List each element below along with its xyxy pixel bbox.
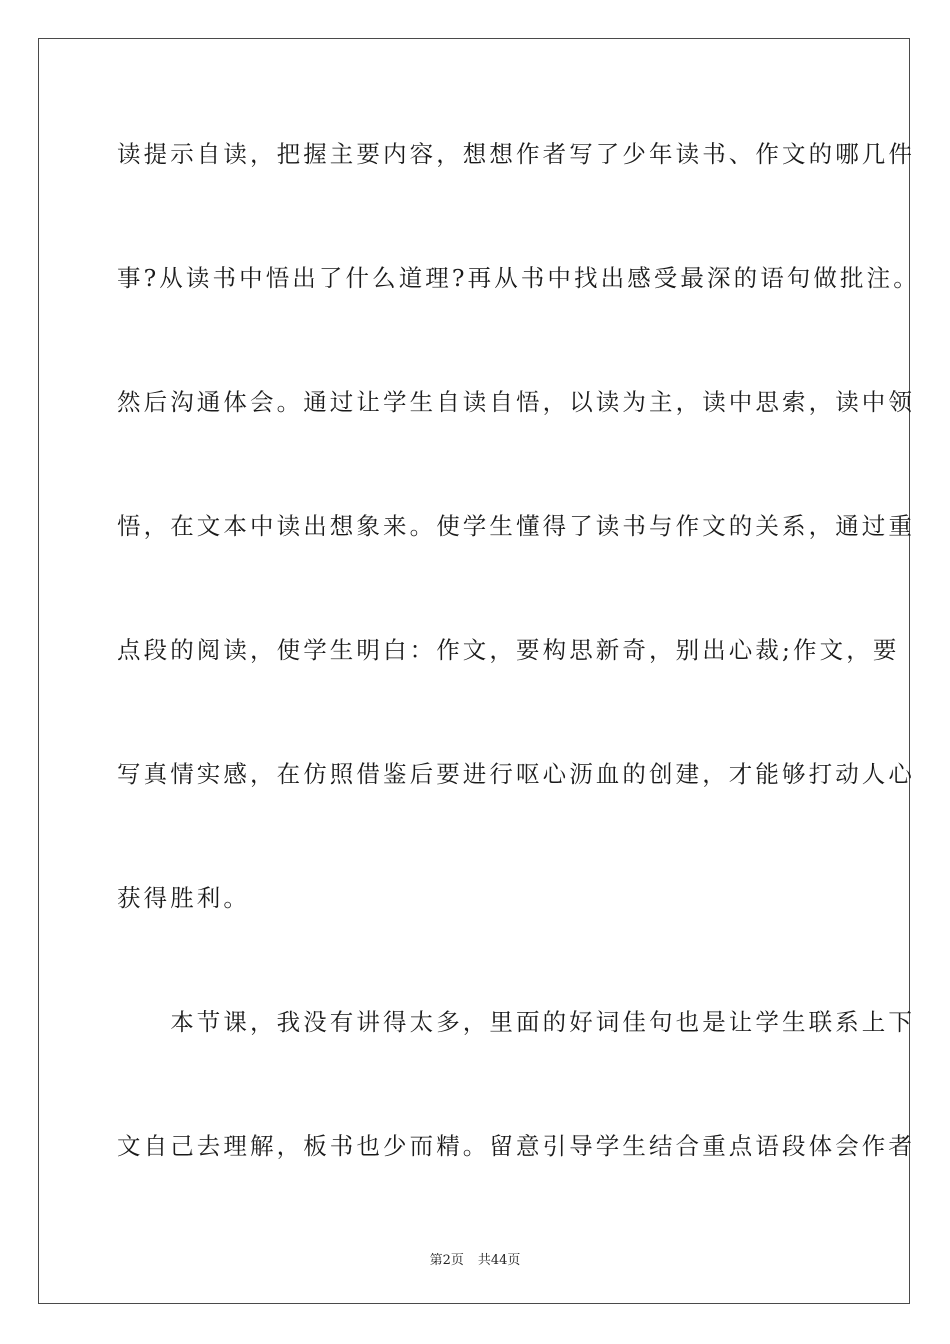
text-line-2: 事?从读书中悟出了什么道理?再从书中找出感受最深的语句做批注。 bbox=[117, 264, 920, 292]
text-line-1: 读提示自读，把握主要内容，想想作者写了少年读书、作文的哪几件 bbox=[117, 140, 915, 168]
text-line-5: 点段的阅读，使学生明白：作文，要构思新奇，别出心裁;作文，要 bbox=[117, 636, 900, 664]
text-line-7: 获得胜利。 bbox=[117, 884, 250, 912]
current-page-label: 第2页 bbox=[429, 1253, 464, 1268]
text-line-9: 文自己去理解，板书也少而精。留意引导学生结合重点语段体会作者 bbox=[117, 1132, 915, 1160]
page-footer bbox=[0, 1249, 950, 1268]
text-line-3: 然后沟通体会。通过让学生自读自悟，以读为主，读中思索，读中领 bbox=[117, 388, 915, 416]
text-line-4: 悟，在文本中读出想象来。使学生懂得了读书与作文的关系，通过重 bbox=[117, 512, 915, 540]
total-pages-label: 共44页 bbox=[477, 1253, 521, 1268]
text-line-8: 本节课，我没有讲得太多，里面的好词佳句也是让学生联系上下 bbox=[117, 1008, 915, 1036]
text-line-6: 写真情实感，在仿照借鉴后要进行呕心沥血的创建，才能够打动人心 bbox=[117, 760, 915, 788]
page-border bbox=[38, 38, 920, 1304]
